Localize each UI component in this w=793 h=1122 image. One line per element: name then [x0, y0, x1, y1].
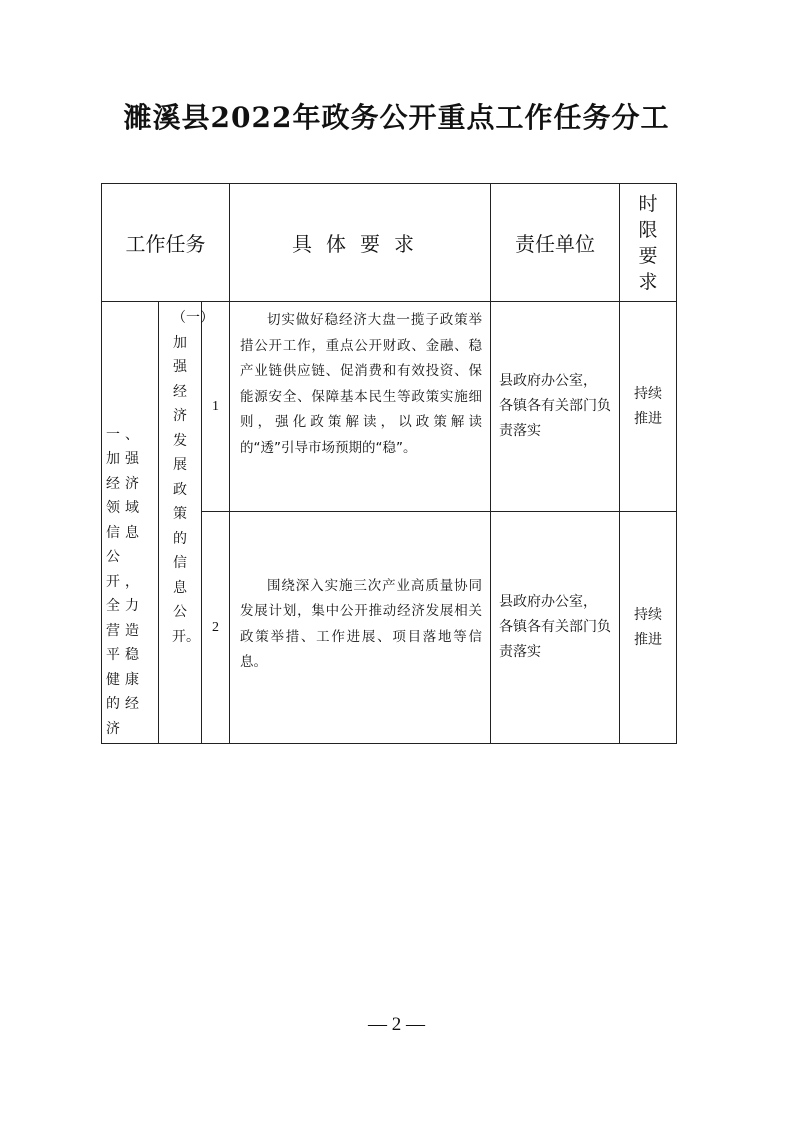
unit-cell — [491, 512, 620, 744]
category-cell — [102, 302, 159, 744]
subcategory-cell — [159, 302, 214, 744]
requirement-cell: 切实做好稳经济大盘一揽子政策举措公开工作，重点公开财政、金融、稳产业链供应链、促消费和有效投资、保能源安全、保障基本民生等政策实施细则，强化政策解读，以政策解读的“透”引导市场预期的“稳”。 — [230, 302, 491, 512]
subcategory-text: （一）加强经济发展政策的信息公开。 — [172, 310, 214, 645]
time-limit-cell — [620, 512, 677, 744]
table-header-row — [102, 184, 677, 302]
unit-cell — [491, 302, 620, 512]
time-limit-text: 持续推进 — [634, 606, 662, 648]
header-unit: 责任单位 — [491, 184, 620, 302]
header-time-limit — [620, 184, 677, 302]
unit-line-2: 各镇各有关部门负责落实 — [499, 619, 611, 660]
table-row — [102, 302, 677, 512]
page-number: — 2 — — [368, 1014, 425, 1035]
header-requirement: 具体要求 — [230, 184, 491, 302]
document-title: 濉溪县2022年政务公开重点工作任务分工 — [123, 101, 670, 134]
row-number: 1 — [202, 302, 230, 512]
time-limit-text: 持续推进 — [634, 385, 662, 427]
header-time-limit-text: 时限要求 — [638, 192, 658, 293]
task-table — [101, 183, 677, 744]
category-text: 一、加强经济领域信息公开，全力营造平稳健康的经济 — [106, 426, 144, 737]
unit-line-2: 各镇各有关部门负责落实 — [499, 398, 611, 439]
requirement-cell: 围绕深入实施三次产业高质量协同发展计划，集中公开推动经济发展相关政策举措、工作进展、项目落地等信息。 — [230, 512, 491, 744]
unit-line-1: 县政府办公室， — [499, 373, 597, 389]
unit-line-1: 县政府办公室， — [499, 594, 597, 610]
header-task: 工作任务 — [102, 184, 230, 302]
row-number: 2 — [202, 512, 230, 744]
time-limit-cell — [620, 302, 677, 512]
